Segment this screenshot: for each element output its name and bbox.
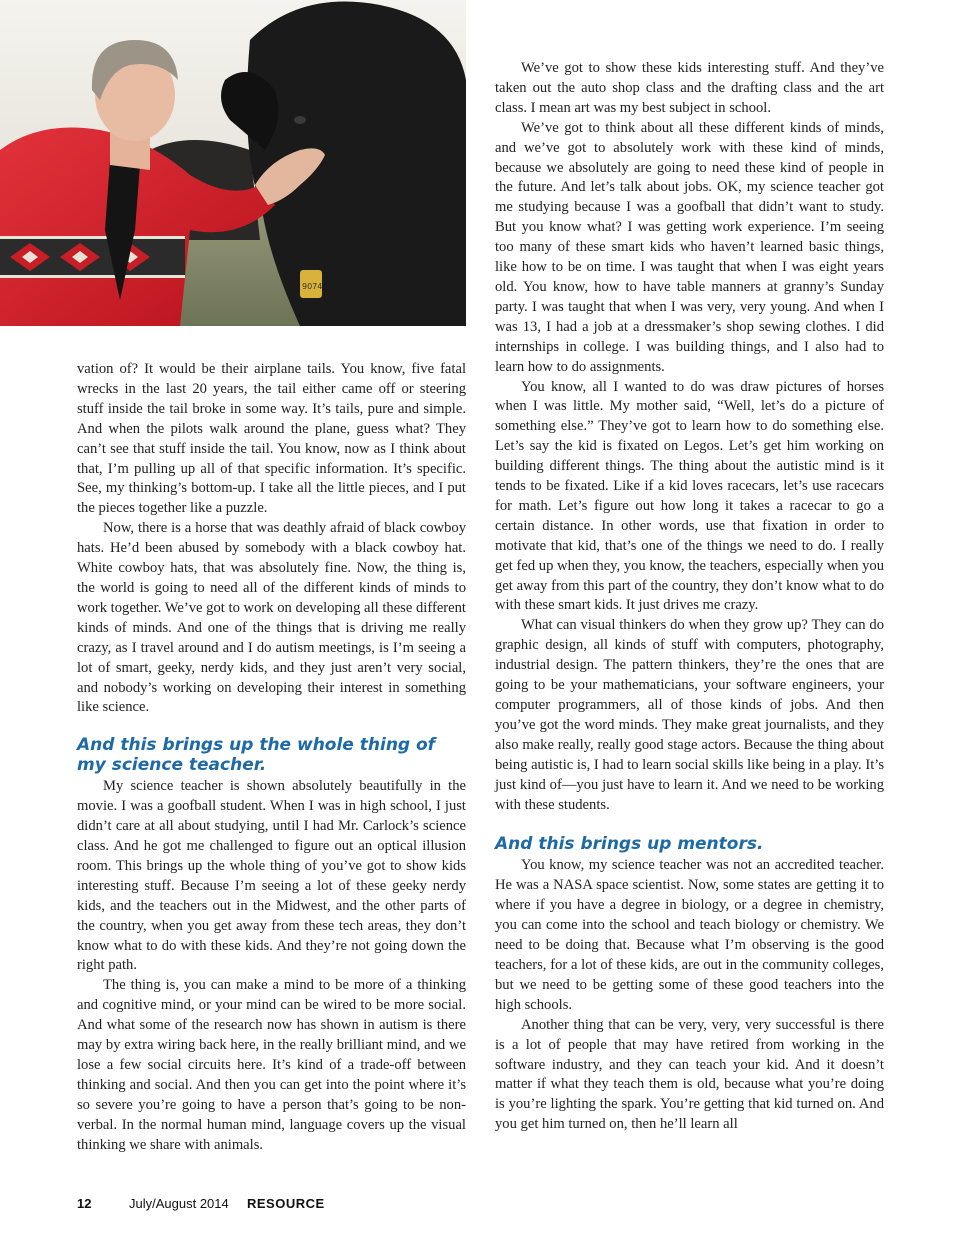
left-paragraph-1: vation of? It would be their airplane tails. You know, five fatal wrecks in the last 20 years, the tail either came off or steering stuff inside the tail broke in some way. It’s tails, pure and simple. And when the pilots walk around the plane, guess what? They can’t see that stuff inside the tail. You know, now as I think about that, I’m pulling up all of that specific information. It’s specific. See, my thinking’s bottom-up. I take all the little pieces, and I put the pieces together like a puzzle. xyxy=(77,361,466,517)
right-paragraph-2: We’ve got to think about all these different kinds of minds, and we’ve got to absolutely work with these kind of minds, because we absolutely are going to need these kind of people in the future. And let’s talk about jobs. OK, my science teacher got me studying because I was a goofball that didn’t want to study. But you know what? I was getting work experience. I’m seeing too many of these smart kids who haven’t learned basic things, like how to be on time. I was taught that when I was eight years old. You know, how to have table manners at granny’s Sunday party. I was taught that when I was very, very young. And when I was 13, I had a job at a dressmaker’s shop sewing clothes. I did internships in college. I was building things, and I also had to learn how to do assignments. xyxy=(495,119,884,375)
page-footer xyxy=(77,1196,325,1211)
svg-text:9074: 9074 xyxy=(302,282,323,291)
right-paragraph-4: What can visual thinkers do when they grow up? They can do graphic design, all kinds of stuff with computers, photography, industrial design. The pattern thinkers, they’re the ones that are going to be your mathematicians, your software engineers, your computer programmers, all of those kinds of jobs. And then you’ve got the word minds. They make great journalists, and they also make really, really good stage actors. Because the thing about being autistic is, I had to learn social skills like being in a play. It’s just kind of—you just have to learn it. And we need to be working with these students. xyxy=(495,617,884,813)
right-article-column xyxy=(495,59,884,1135)
right-paragraph-5: You know, my science teacher was not an accredited teacher. He was a NASA space scientist. Now, some states are getting it to where if you have a degree in biology, or a degree in chemistry, you can come into the school and teach biology or chemistry. We need to be doing that. Because what I’m observing is the good teachers, for a lot of these kids, are out in the community colleges, but we need to be getting some of these good teachers into the high schools. xyxy=(495,857,884,1013)
section-heading-mentors: And this brings up mentors. xyxy=(495,834,764,855)
page-number: 12 xyxy=(77,1196,92,1211)
left-article-column xyxy=(77,360,466,1156)
magazine-name: RESOURCE xyxy=(247,1196,325,1211)
photo-illustration xyxy=(0,0,466,326)
left-paragraph-4: The thing is, you can make a mind to be more of a thinking and cognitive mind, or your mind can be wired to be more social. And what some of the research now has shown in autism is there may by extra wiring back here, in the really brilliant mind, and we lose a few social circuits here. It’s kind of a trade-off between thinking and social. And then you can get into the point where it’s so severe you’re going to have a person that’s going to be non-verbal. In the normal human mind, language covers up the visual thinking we share with animals. xyxy=(77,977,466,1153)
right-paragraph-3: You know, all I wanted to do was draw pictures of horses when I was little. My mother said, “Well, let’s do a picture of something else.” They’ve got to learn how to do something else. Let’s say the kid is fixated on Legos. Let’s get him working on building different things. The thing about the autistic mind is it tends to be fixated. Like if a kid loves racecars, let’s use racecars for math. Let’s figure out how long it takes a racecar to go a certain distance. In other words, use that fixation in order to motivate that kid, that’s one of the things we need to do. I really get fed up when they, you know, the teachers, especially when you get away from this part of the country, they don’t know what to do with these smart kids. It just drives me crazy. xyxy=(495,378,884,614)
left-paragraph-2: Now, there is a horse that was deathly afraid of black cowboy hats. He’d been abused by somebody with a black cowboy hat. White cowboy hats, that was absolutely fine. Now, the thing is, the world is going to need all of the different kinds of minds to work together. We’ve got to work on developing all these different kinds of minds. And one of the things that is driving me really crazy, as I travel around and I do autism meetings, is I’m seeing a lot of smart, geeky, nerdy kids, and they just aren’t very social, and nobody’s working on developing their interest in something like science. xyxy=(77,520,466,716)
woman-with-cow-photo xyxy=(0,0,466,326)
right-paragraph-6: Another thing that can be very, very, very successful is there is a lot of people that may have retired from working in the software industry, and they can teach your kid. And it doesn’t matter if what they teach them is old, because what you’re doing is you’re lighting the spark. You’re getting that kid turned on. And you get him turned on, then he’ll learn all xyxy=(495,1016,884,1133)
left-paragraph-3: My science teacher is shown absolutely beautifully in the movie. I was a goofball student. When I was in high school, I just didn’t care at all about studying, until I had Mr. Carlock’s science class. And he got me challenged to figure out an optical illusion room. This brings up the whole thing of you’ve got to show kids interesting stuff. Because I’m seeing a lot of these geeky nerdy kids, and the teachers out in the Midwest, and the other parts of the country, when you get away from these tech areas, they don’t know what to do with these kids. And they’re not going down the right path. xyxy=(77,778,466,974)
issue-date: July/August 2014 xyxy=(129,1196,229,1211)
section-heading-science-teacher: And this brings up the whole thing of my science teacher. xyxy=(77,735,436,776)
right-paragraph-1: We’ve got to show these kids interesting stuff. And they’ve taken out the auto shop class and the drafting class and the art class. I mean art was my best subject in school. xyxy=(495,60,884,116)
